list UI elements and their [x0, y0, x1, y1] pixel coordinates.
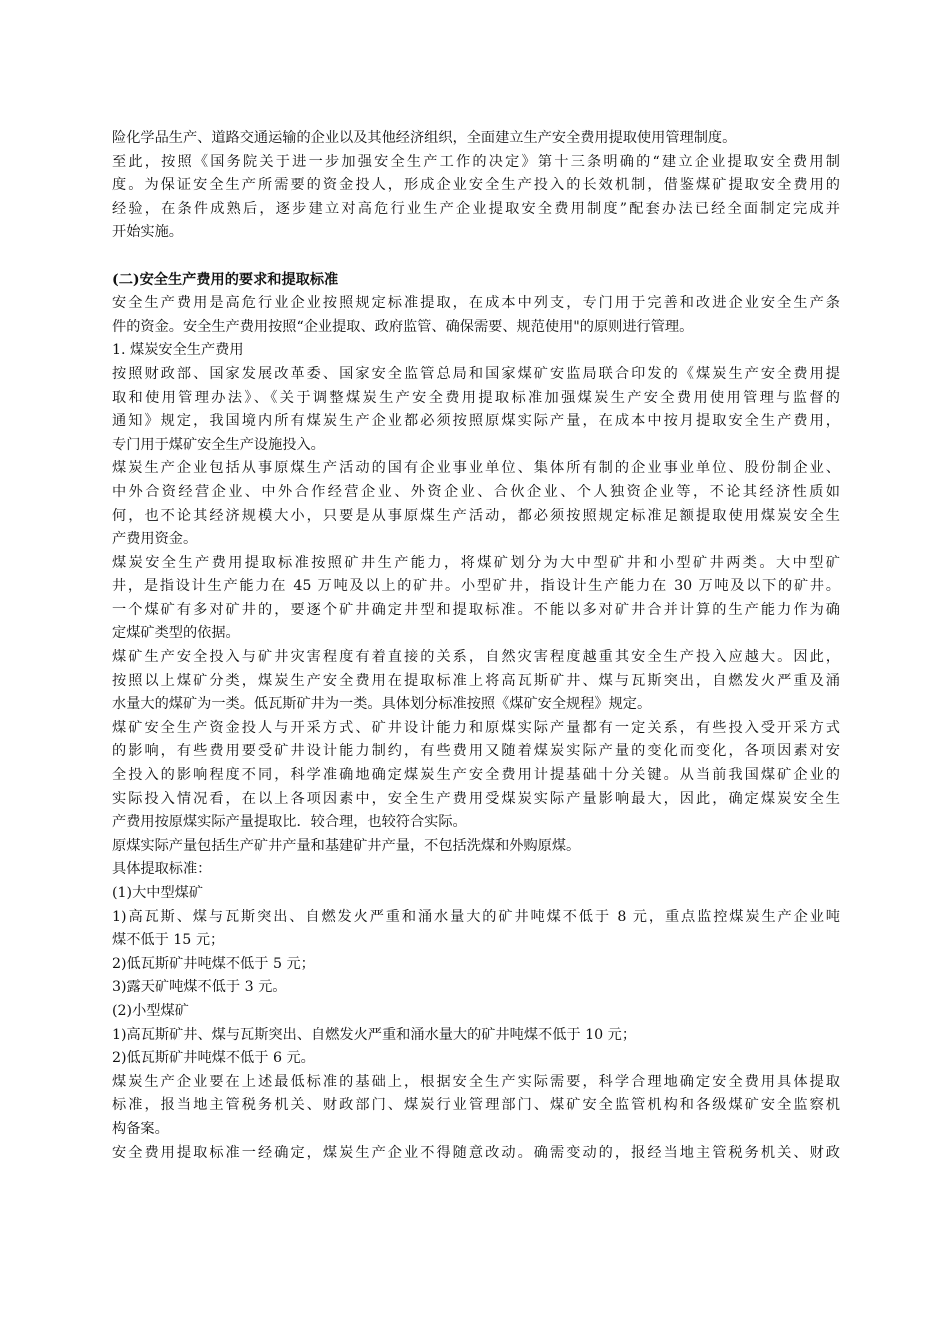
paragraph — [112, 1047, 840, 1071]
text-line: 一个煤矿有多对矿井的，要逐个矿井确定井型和提取标准。不能以多对矿井合并计算的生产能力作为确 — [112, 601, 840, 618]
document-body — [112, 127, 840, 1165]
text-line: 2)低瓦斯矿井吨煤不低于 6 元。 — [112, 1050, 315, 1067]
paragraph — [112, 457, 840, 551]
text-line: 的影响，有些费用要受矿井设计能力制约，有些费用又随着煤炭实际产量的变化而变化，各项因素对安 — [112, 743, 840, 760]
text-line: 开始实施。 — [112, 224, 183, 241]
text-line: 构备案。 — [112, 1120, 169, 1137]
text-line: 1. 煤炭安全生产费用 — [112, 342, 244, 359]
text-line: 水量大的煤矿为一类。低瓦斯矿井为一类。具体划分标准按照《煤矿安全规程》规定。 — [112, 696, 652, 713]
paragraph — [112, 835, 840, 859]
text-line: 件的资金。安全生产费用按照“企业提取、政府监管、确保需要、规范使用"的原则进行管理。 — [112, 318, 694, 335]
text-line: 原煤实际产量包括生产矿井产量和基建矿井产量，不包括洗煤和外购原煤。 — [112, 837, 581, 854]
paragraph — [112, 363, 840, 457]
text-line: 3)露天矿吨煤不低于 3 元。 — [112, 979, 287, 996]
paragraph — [112, 646, 840, 717]
paragraph — [112, 127, 840, 151]
paragraph — [112, 1071, 840, 1142]
text-line: 至此，按照《国务院关于进一步加强安全生产工作的决定》第十三条明确的“建立企业提取安全费用制 — [112, 153, 840, 170]
text-line: 煤矿安全生产资金投人与开采方式、矿井设计能力和原煤实际产量都有一定关系，有些投入受开采方式 — [112, 719, 840, 736]
text-line: 产费用按原煤实际产量提取比．较合理，也较符合实际。 — [112, 814, 467, 831]
text-line: (1)大中型煤矿 — [112, 885, 204, 901]
text-line: 度。为保证安全生产所需要的资金投人，形成企业安全生产投入的长效机制，借鉴煤矿提取安全费用的 — [112, 177, 840, 194]
text-line: 安全费用提取标准一经确定，煤炭生产企业不得随意改动。确需变动的，报经当地主管税务机关、财政 — [112, 1144, 840, 1161]
text-line: 煤矿生产安全投入与矿井灾害程度有着直接的关系，自然灾害程度越重其安全生产投入应越大。因此， — [112, 649, 840, 666]
paragraph — [112, 953, 840, 977]
paragraph — [112, 906, 840, 953]
paragraph — [112, 1000, 840, 1024]
text-line: 煤炭生产企业包括从事原煤生产活动的国有企业事业单位、集体所有制的企业事业单位、股份制企业、 — [112, 460, 840, 477]
text-line: 经验，在条件成熟后，逐步建立对高危行业生产企业提取安全费用制度”配套办法已经全面制定完成并 — [112, 200, 840, 217]
text-line: 产费用资金。 — [112, 531, 198, 548]
text-line: 通知》规定，我国境内所有煤炭生产企业都必须按照原煤实际产量，在成本中按月提取安全生产费用， — [112, 413, 840, 430]
text-line: 按照以上煤矿分类，煤炭生产安全费用在提取标准上将高瓦斯矿井、煤与瓦斯突出，自燃发火严重及涌 — [112, 672, 840, 689]
text-line: 煤炭安全生产费用提取标准按照矿井生产能力，将煤矿划分为大中型矿井和小型矿井两类。大中型矿 — [112, 554, 840, 571]
text-line: 煤不低于 15 元； — [112, 932, 225, 949]
text-line: 具体提取标准： — [112, 861, 212, 878]
paragraph — [112, 339, 840, 363]
paragraph — [112, 882, 840, 906]
text-line: 井，是指设计生产能力在 45 万吨及以上的矿井。小型矿井，指设计生产能力在 30 万吨及以下的矿井。 — [112, 578, 840, 595]
text-line: 标准，报当地主管税务机关、财政部门、煤炭行业管理部门、煤矿安全监管机构和各级煤矿安全监察机 — [112, 1097, 840, 1114]
text-line: 安全生产费用是高危行业企业按照规定标准提取，在成本中列支，专门用于完善和改进企业安全生产条 — [112, 295, 840, 312]
text-line: 何，也不论其经济规模大小，只要是从事原煤生产活动，都必须按照规定标准足额提取使用煤炭安全生 — [112, 507, 840, 524]
document-page — [112, 127, 840, 1165]
paragraph — [112, 292, 840, 339]
text-line: 险化学品生产、道路交通运输的企业以及其他经济组织，全面建立生产安全费用提取使用管理制度。 — [112, 130, 737, 146]
text-line: 1)高瓦斯、煤与瓦斯突出、自燃发火严重和涌水量大的矿井吨煤不低于 8 元，重点监控煤炭生产企业吨 — [112, 908, 840, 925]
text-line: 取和使用管理办法》、《关于调整煤炭生产安全费用提取标准加强煤炭生产安全费用使用管理与监督的 — [112, 389, 840, 406]
text-line: 专门用于煤矿安全生产设施投入。 — [112, 436, 325, 453]
section-heading: (二)安全生产费用的要求和提取标准 — [112, 271, 339, 288]
paragraph — [112, 1142, 840, 1166]
text-line: 全投入的影响程度不同，科学准确地确定煤炭生产安全费用计提基础十分关键。从当前我国煤矿企业的 — [112, 767, 840, 784]
paragraph — [112, 1024, 840, 1048]
section-spacer — [112, 245, 840, 269]
text-line: 按照财政部、国家发展改革委、国家安全监管总局和国家煤矿安监局联合印发的《煤炭生产安全费用提 — [112, 365, 840, 382]
paragraph — [112, 976, 840, 1000]
paragraph — [112, 858, 840, 882]
paragraph — [112, 717, 840, 835]
text-line: 中外合资经营企业、中外合作经营企业、外资企业、合伙企业、个人独资企业等，不论其经济性质如 — [112, 483, 840, 500]
text-line: 2)低瓦斯矿井吨煤不低于 5 元； — [112, 955, 315, 972]
text-line: 煤炭生产企业要在上述最低标准的基础上，根据安全生产实际需要，科学合理地确定安全费用具体提取 — [112, 1073, 840, 1090]
text-line: (2)小型煤矿 — [112, 1002, 189, 1019]
paragraph — [112, 151, 840, 245]
text-line: 1)高瓦斯矿井、煤与瓦斯突出、自燃发火严重和涌水量大的矿井吨煤不低于 10 元； — [112, 1026, 637, 1043]
text-line: 定煤矿类型的依据。 — [112, 625, 240, 642]
text-line: 实际投入情况看，在以上各项因素中，安全生产费用受煤炭实际产量影响最大，因此，确定煤炭安全生 — [112, 790, 840, 807]
paragraph — [112, 552, 840, 646]
